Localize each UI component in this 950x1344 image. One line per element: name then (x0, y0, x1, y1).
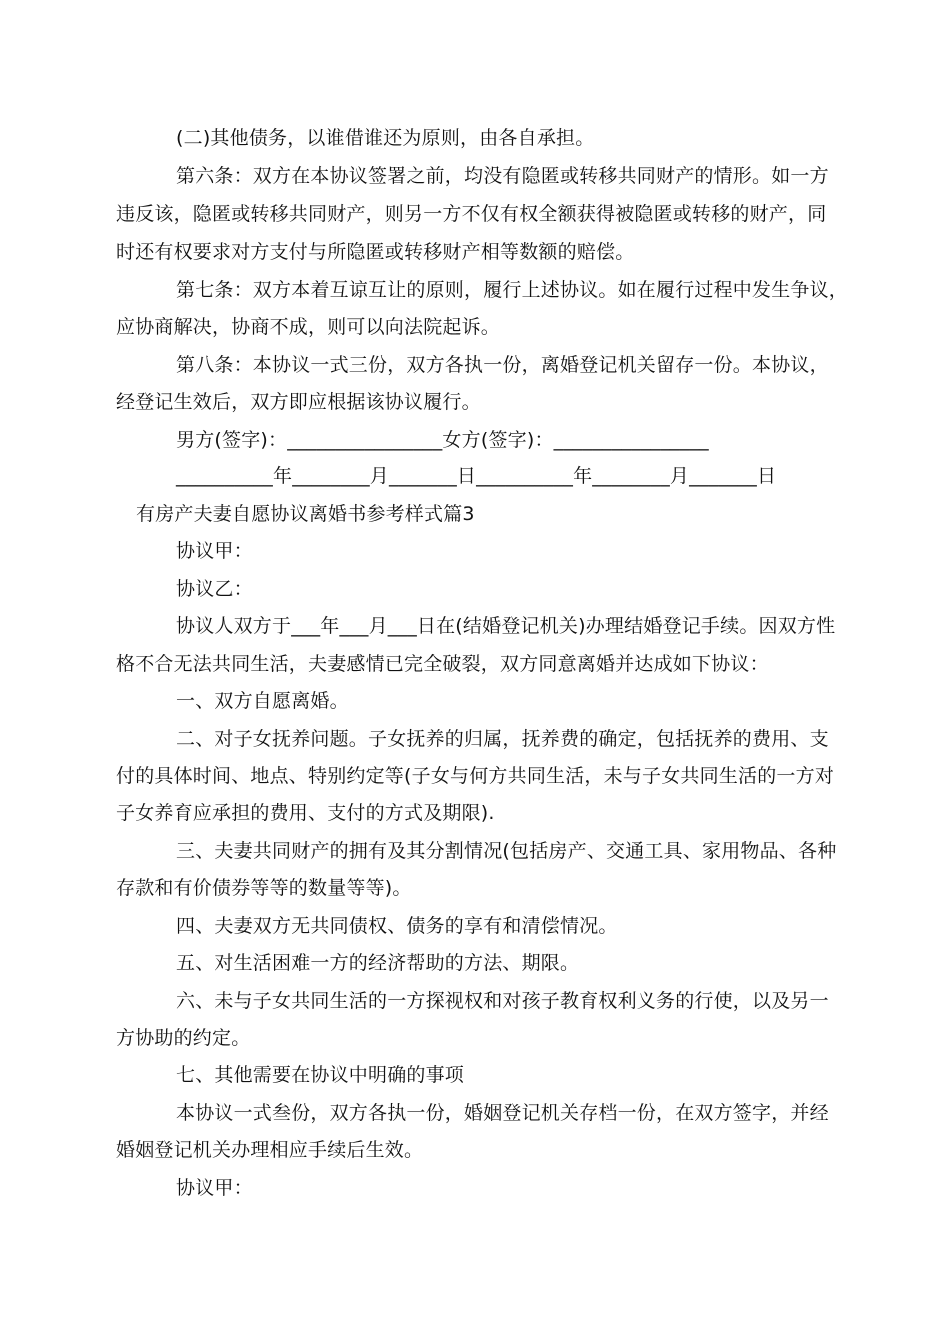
item-two-line-3: 子女养育应承担的费用、支付的方式及期限). (116, 802, 495, 824)
closing-line-1: 本协议一式叁份，双方各执一份，婚姻登记机关存档一份，在双方签字，并经 (176, 1102, 829, 1124)
party-b-label: 协议乙： (176, 578, 253, 600)
debt-clause-line: (二)其他债务，以谁借谁还为原则，由各自承担。 (176, 127, 595, 149)
party-a-label-final: 协议甲： (176, 1177, 253, 1199)
article-eight-line-1: 第八条：本协议一式三份，双方各执一份，离婚登记机关留存一份。本协议， (176, 354, 829, 376)
item-six-line-1: 六、未与子女共同生活的一方探视权和对孩子教育权利义务的行使，以及另一 (176, 990, 829, 1012)
item-seven: 七、其他需要在协议中明确的事项 (176, 1064, 465, 1086)
article-eight-line-2: 经登记生效后，双方即应根据该协议履行。 (116, 391, 481, 413)
item-two-line-2: 付的具体时间、地点、特别约定等(子女与何方共同生活，未与子女共同生活的一方对 (116, 765, 835, 787)
item-three-line-1: 三、夫妻共同财产的拥有及其分割情况(包括房产、交通工具、家用物品、各种 (176, 840, 837, 862)
closing-line-2: 婚姻登记机关办理相应手续后生效。 (116, 1139, 424, 1161)
date-line: __________年________月_______日__________年________月_______日 (176, 465, 777, 487)
article-six-line-2: 违反该，隐匿或转移共同财产，则另一方不仅有权全额获得被隐匿或转移的财产，同 (116, 203, 827, 225)
article-seven-line-1: 第七条：双方本着互谅互让的原则，履行上述协议。如在履行过程中发生争议， (176, 279, 849, 301)
item-two-line-1: 二、对子女抚养问题。子女抚养的归属，抚养费的确定，包括抚养的费用、支 (176, 728, 829, 750)
article-six-line-3: 时还有权要求对方支付与所隐匿或转移财产相等数额的赔偿。 (116, 241, 635, 263)
preamble-line-1: 协议人双方于___年___月___日在(结婚登记机关)办理结婚登记手续。因双方性 (176, 615, 836, 637)
item-five: 五、对生活困难一方的经济帮助的方法、期限。 (176, 952, 580, 974)
item-one: 一、双方自愿离婚。 (176, 690, 349, 712)
item-three-line-2: 存款和有价债券等等的数量等等)。 (116, 877, 412, 899)
party-a-label: 协议甲： (176, 540, 253, 562)
signature-line: 男方(签字)：________________女方(签字)：________________ (176, 429, 709, 451)
preamble-line-2: 格不合无法共同生活，夫妻感情已完全破裂，双方同意离婚并达成如下协议： (116, 653, 769, 675)
article-six-line-1: 第六条：双方在本协议签署之前，均没有隐匿或转移共同财产的情形。如一方 (176, 165, 829, 187)
item-six-line-2: 方协助的约定。 (116, 1027, 251, 1049)
item-four: 四、夫妻双方无共同债权、债务的享有和清偿情况。 (176, 915, 618, 937)
section-heading: 有房产夫妻自愿协议离婚书参考样式篇3 (136, 503, 475, 525)
article-seven-line-2: 应协商解决，协商不成，则可以向法院起诉。 (116, 316, 501, 338)
